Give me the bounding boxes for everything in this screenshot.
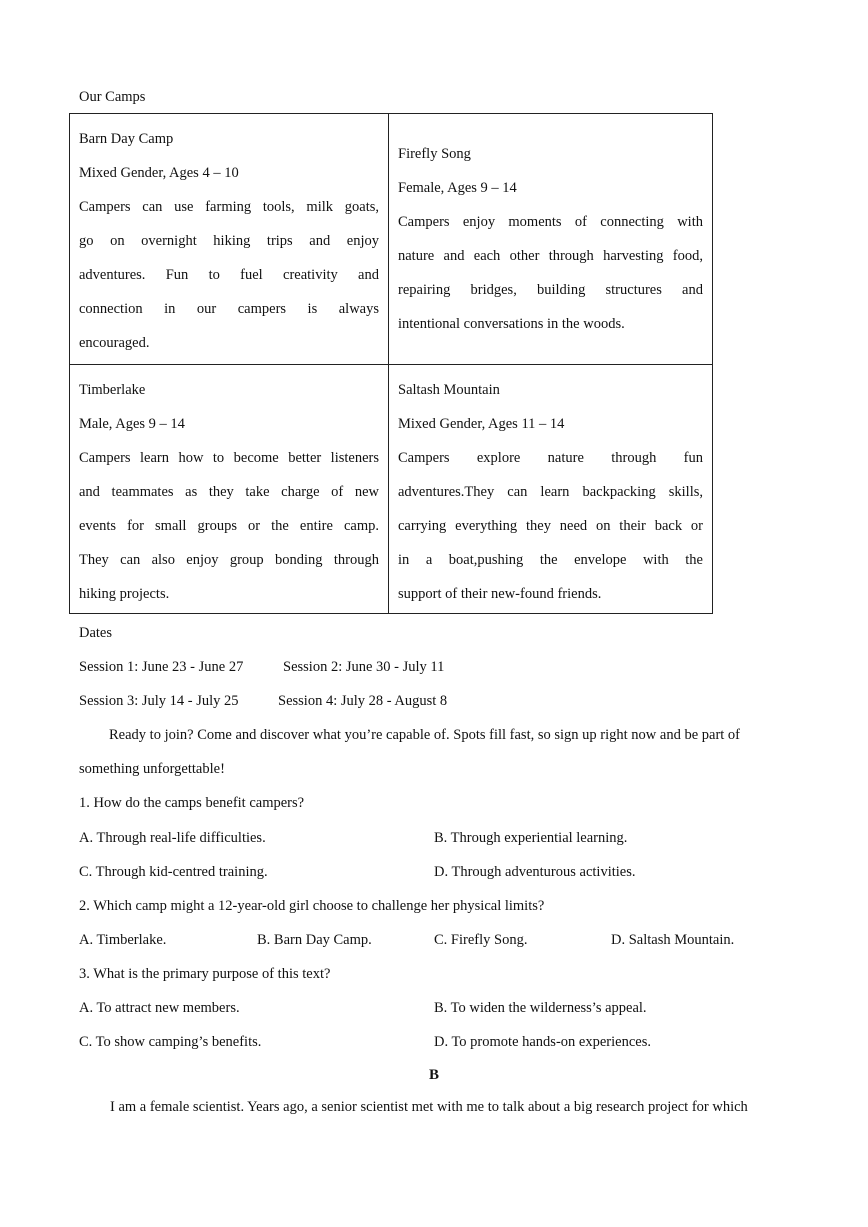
camp-desc-line: adventures.They can learn backpacking skills,: [398, 484, 703, 500]
camp-info: Male, Ages 9 – 14: [79, 416, 185, 432]
camp-desc-line: Campers can use farming tools, milk goats,: [79, 199, 379, 215]
section-title: Our Camps: [79, 89, 146, 105]
question-1-option-c: C. Through kid-centred training.: [79, 864, 268, 880]
question-2-option-b: B. Barn Day Camp.: [257, 932, 372, 948]
question-2-option-d: D. Saltash Mountain.: [611, 932, 735, 948]
camp-name: Saltash Mountain: [398, 382, 500, 398]
camp-cell-timberlake: [70, 365, 389, 614]
session-1: Session 1: June 23 - June 27: [79, 659, 244, 675]
camps-table: [69, 113, 713, 614]
camp-desc-line: encouraged.: [79, 335, 150, 351]
question-1-stem: 1. How do the camps benefit campers?: [79, 795, 305, 811]
camp-desc-line: events for small groups or the entire camp.: [79, 518, 379, 534]
passage-b-line-1: I am a female scientist. Years ago, a senior scientist met with me to talk about a big research project for which: [110, 1099, 748, 1115]
camp-desc-line: They can also enjoy group bonding through: [79, 552, 379, 568]
camp-desc-line: go on overnight hiking trips and enjoy: [79, 233, 379, 249]
camp-info: Mixed Gender, Ages 11 – 14: [398, 416, 565, 432]
camp-desc-line: support of their new-found friends.: [398, 586, 602, 602]
question-2-stem: 2. Which camp might a 12-year-old girl choose to challenge her physical limits?: [79, 898, 545, 914]
closing-line-2: something unforgettable!: [79, 761, 225, 777]
session-4: Session 4: July 28 - August 8: [278, 693, 448, 709]
camp-desc-line: Campers learn how to become better listeners: [79, 450, 379, 466]
question-1-option-a: A. Through real-life difficulties.: [79, 830, 266, 846]
dates-heading: Dates: [79, 625, 113, 641]
question-3-stem: 3. What is the primary purpose of this text?: [79, 966, 331, 982]
camp-name: Firefly Song: [398, 146, 471, 162]
camp-desc-line: and teammates as they take charge of new: [79, 484, 379, 500]
table-row: [70, 114, 713, 365]
question-3-option-a: A. To attract new members.: [79, 1000, 240, 1016]
question-3-option-d: D. To promote hands-on experiences.: [434, 1034, 651, 1050]
camp-name: Timberlake: [79, 382, 146, 398]
session-3: Session 3: July 14 - July 25: [79, 693, 239, 709]
camp-info: Mixed Gender, Ages 4 – 10: [79, 165, 239, 181]
passage-b-heading: B: [428, 1067, 439, 1083]
session-2: Session 2: June 30 - July 11: [283, 659, 445, 675]
question-2-option-c: C. Firefly Song.: [434, 932, 528, 948]
question-1-option-d: D. Through adventurous activities.: [434, 864, 636, 880]
question-1-option-b: B. Through experiential learning.: [434, 830, 628, 846]
camp-info: Female, Ages 9 – 14: [398, 180, 517, 196]
question-3-option-b: B. To widen the wilderness’s appeal.: [434, 1000, 647, 1016]
camp-desc-line: repairing bridges, building structures and: [398, 282, 703, 298]
camp-desc-line: adventures. Fun to fuel creativity and: [79, 267, 379, 283]
camp-desc-line: nature and each other through harvesting food,: [398, 248, 703, 264]
closing-line-1: Ready to join? Come and discover what you’re capable of. Spots fill fast, so sign up right now and be part of: [109, 727, 741, 743]
camp-cell-firefly-song: [389, 114, 713, 365]
camp-cell-saltash-mountain: [389, 365, 713, 614]
table-row: [70, 365, 713, 614]
camp-desc-line: in a boat,pushing the envelope with the: [398, 552, 703, 568]
question-3-option-c: C. To show camping’s benefits.: [79, 1034, 262, 1050]
camp-desc-line: intentional conversations in the woods.: [398, 316, 625, 332]
camp-desc-line: Campers explore nature through fun: [398, 450, 703, 466]
camp-name: Barn Day Camp: [79, 131, 174, 147]
camp-cell-barn-day: [70, 114, 389, 365]
camp-desc-line: carrying everything they need on their back or: [398, 518, 703, 534]
camp-desc-line: hiking projects.: [79, 586, 170, 602]
camp-desc-line: Campers enjoy moments of connecting with: [398, 214, 703, 230]
camp-desc-line: connection in our campers is always: [79, 301, 379, 317]
question-2-option-a: A. Timberlake.: [79, 932, 167, 948]
